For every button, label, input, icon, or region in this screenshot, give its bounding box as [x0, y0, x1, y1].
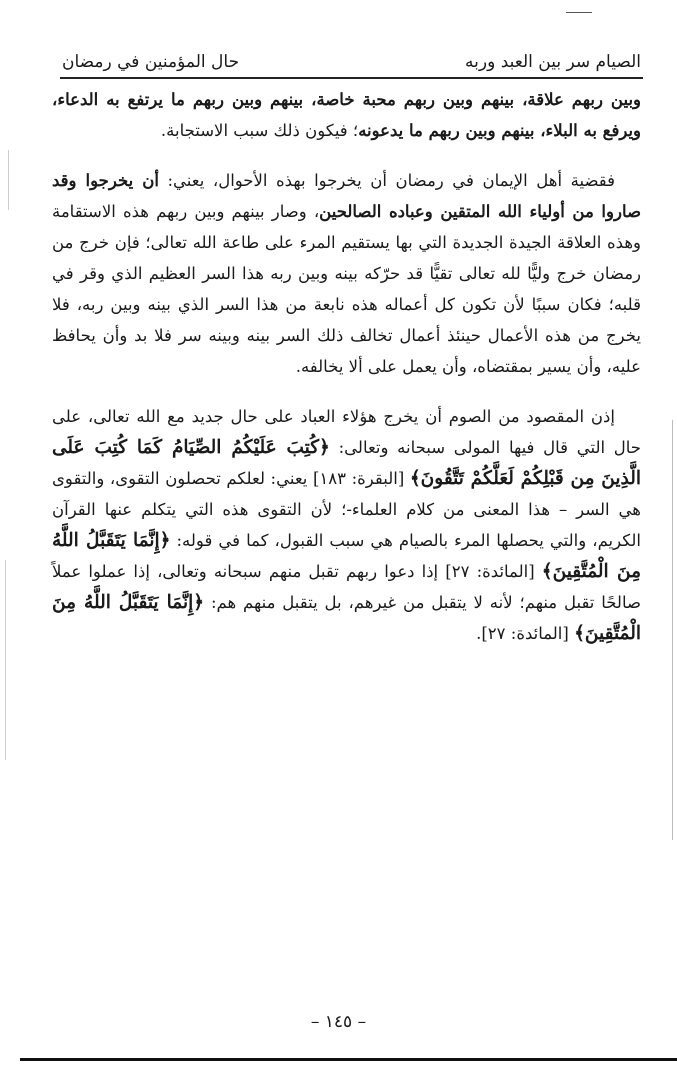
- page-body: [52, 84, 641, 649]
- running-header: [62, 44, 641, 72]
- bold-text: أن يخرجوا وقد صاروا من أولياء الله المتقين وعباده الصالحين: [52, 171, 641, 221]
- body-text: [المائدة: ٢٧] إذا دعوا ربهم تقبل منهم سبحانه وتعالى، إذا عملوا عملاً صالحًا تقبل منهم؛ لأنه لا يتقبل من غيرهم، بل يتقبل منهم هم:: [52, 562, 641, 612]
- scan-edge-line: [5, 560, 6, 760]
- scan-mark: [566, 12, 592, 13]
- header-book-title: الصيام سر بين العبد وربه: [465, 52, 641, 72]
- body-text: فقضية أهل الإيمان في رمضان أن يخرجوا بهذه الأحوال، يعني:: [158, 171, 615, 190]
- body-text: ؛ فيكون ذلك سبب الاستجابة.: [160, 121, 359, 140]
- body-text: ، وصار بينهم وبين ربهم هذه الاستقامة وهذه العلاقة الجيدة الجديدة التي بها يستقيم المرء على طاعة الله تعالى؛ فإن خرج من رمضان خرج وليًّا لله تعالى تقيًّا قد حرّكه بينه وبين ربه هذا السر العظيم الذي وقر في قلبه؛ فكان سببًا لأن تكون كل أعماله هذه نابعة من هذا السر الذي بينه وبين ربه، فلا يخرج من هذه الأعمال حينئذ أعمال تخالف ذلك السر بينه وبينه سر فلا بد وأن يحافظ عليه، وأن يسير بمقتضاه، وأن يعمل على ألا يخالفه.: [52, 202, 641, 376]
- quran-verse: ﴿إِنَّمَا يَتَقَبَّلُ اللَّهُ مِنَ الْمُتَّقِينَ﴾: [52, 592, 641, 644]
- body-text: [المائدة: ٢٧].: [476, 624, 575, 643]
- body-text: إذن المقصود من الصوم أن يخرج هؤلاء العباد على حال جديد مع الله تعالى، على حال التي قال فيها المولى سبحانه وتعالى:: [52, 407, 641, 457]
- quran-verse: ﴿كُتِبَ عَلَيْكُمُ الصِّيَامُ كَمَا كُتِبَ عَلَى الَّذِينَ مِن قَبْلِكُمْ لَعَلَّكُمْ تَتَّقُونَ﴾: [52, 437, 642, 489]
- scan-edge-line: [672, 420, 673, 840]
- bold-text: وبين ربهم علاقة، بينهم وبين ربهم محبة خاصة، بينهم وبين ربهم ما يرتفع به الدعاء، ويرفع به البلاء، بينهم وبين ربهم ما يدعونه: [52, 90, 641, 140]
- header-chapter-title: حال المؤمنين في رمضان: [62, 52, 240, 72]
- header-divider: [60, 77, 643, 79]
- paragraph-1: [52, 84, 641, 146]
- paragraph-3: [52, 401, 641, 649]
- page-number: – ١٤٥ –: [310, 1012, 367, 1032]
- scan-edge-line: [8, 150, 9, 210]
- scan-bottom-edge: [20, 1058, 677, 1061]
- body-text: [البقرة: ١٨٣] يعني: لعلكم تحصلون التقوى، والتقوى هي السر – هذا المعنى من كلام العلماء-؛ لأن التقوى هذه التي يتكلم عنها القرآن الكريم، والتي يحصلها المرء بالصيام هي سبب القبول، كما في قوله:: [52, 469, 641, 550]
- paragraph-2: [52, 165, 641, 382]
- quran-verse: ﴿إِنَّمَا يَتَقَبَّلُ اللَّهُ مِنَ الْمُتَّقِينَ﴾: [52, 530, 642, 582]
